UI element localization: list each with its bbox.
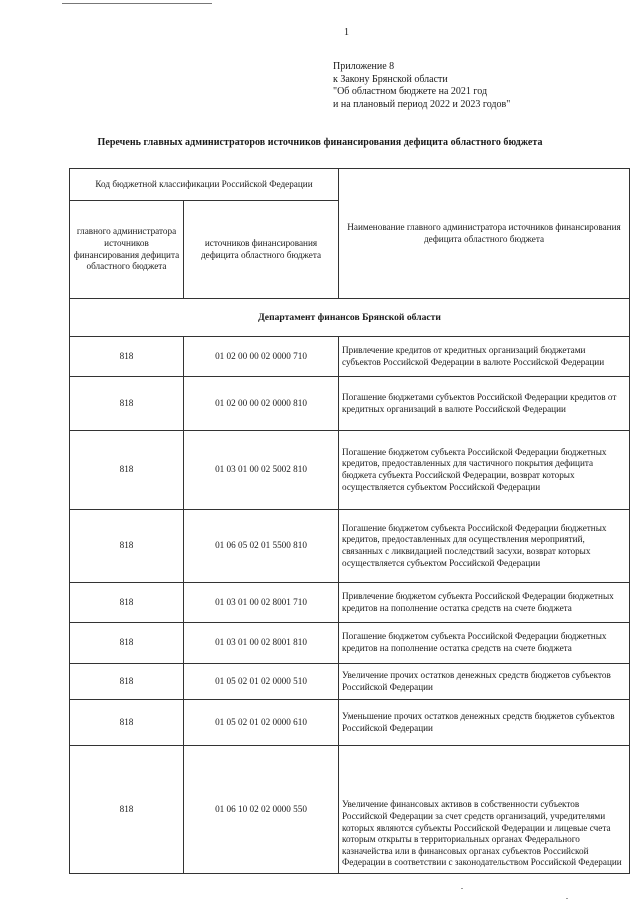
table-row <box>70 377 630 431</box>
source-name-cell: Погашение бюджетами субъектов Российской Федерации кредитов от кредитных организаций в валюте Российской Федерации <box>339 377 630 431</box>
source-code-cell: 01 05 02 01 02 0000 510 <box>184 664 339 700</box>
header-classification-code: Код бюджетной классификации Российской Федерации <box>70 169 339 201</box>
source-code-cell: 01 05 02 01 02 0000 610 <box>184 700 339 746</box>
source-name-cell: Увеличение прочих остатков денежных средств бюджетов субъектов Российской Федерации <box>339 664 630 700</box>
department-row <box>70 299 630 337</box>
scan-speck <box>566 898 568 899</box>
appendix-line: к Закону Брянской области <box>333 73 448 85</box>
source-name-cell: Привлечение кредитов от кредитных организаций бюджетами субъектов Российской Федерации в валюте Российской Федерации <box>339 337 630 377</box>
admin-code-cell: 818 <box>70 746 184 874</box>
source-name-cell: Уменьшение прочих остатков денежных средств бюджетов субъектов Российской Федерации <box>339 700 630 746</box>
header-name-column: Наименование главного администратора источников финансирования дефицита областного бюджета <box>339 169 630 299</box>
admin-code-cell: 818 <box>70 431 184 510</box>
table-row <box>70 510 630 583</box>
table-row <box>70 431 630 510</box>
admin-code-cell: 818 <box>70 664 184 700</box>
top-rule <box>62 3 212 4</box>
header-admin-code-column: главного администратора источников финансирования дефицита областного бюджета <box>70 201 184 299</box>
admin-code-cell: 818 <box>70 337 184 377</box>
table-row <box>70 337 630 377</box>
page-number: 1 <box>344 27 349 38</box>
source-name-cell: Привлечение бюджетом субъекта Российской Федерации бюджетных кредитов на пополнение остатка средств на счете бюджета <box>339 583 630 623</box>
header-row <box>70 169 630 201</box>
admin-code-cell: 818 <box>70 583 184 623</box>
source-code-cell: 01 03 01 00 02 8001 710 <box>184 583 339 623</box>
admin-code-cell: 818 <box>70 623 184 664</box>
admin-code-cell: 818 <box>70 510 184 583</box>
source-name-cell: Увеличение финансовых активов в собственности субъектов Российской Федерации за счет средств организаций, учредителями которых являются субъекты Российской Федерации и лицевые счета которым открыты в территориальных органах Федерального казначейства или в финансовых органах субъектов Российской Федерации в соответствии с законодательством Российской Федерации <box>339 746 630 874</box>
administrators-table <box>69 168 630 874</box>
table-row <box>70 583 630 623</box>
appendix-line: "Об областном бюджете на 2021 год <box>333 86 488 97</box>
appendix-line: и на плановый период 2022 и 2023 годов" <box>333 98 511 110</box>
source-name-cell: Погашение бюджетом субъекта Российской Федерации бюджетных кредитов, предоставленных для частичного покрытия дефицита бюджета субъекта Российской Федерации, возврат которых осуществляется субъектом Российской Федерации <box>339 431 630 510</box>
table-row <box>70 746 630 874</box>
document-title: Перечень главных администраторов источников финансирования дефицита областного бюджета <box>97 137 543 148</box>
appendix-line: Приложение 8 <box>333 61 395 72</box>
header-source-code-column: источников финансирования дефицита областного бюджета <box>184 201 339 299</box>
source-code-cell: 01 02 00 00 02 0000 810 <box>184 377 339 431</box>
department-name: Департамент финансов Брянской области <box>70 299 630 337</box>
source-code-cell: 01 02 00 00 02 0000 710 <box>184 337 339 377</box>
table-row <box>70 700 630 746</box>
table-row <box>70 623 630 664</box>
admin-code-cell: 818 <box>70 377 184 431</box>
source-code-cell: 01 03 01 00 02 8001 810 <box>184 623 339 664</box>
source-code-cell: 01 03 01 00 02 5002 810 <box>184 431 339 510</box>
source-name-cell: Погашение бюджетом субъекта Российской Федерации бюджетных кредитов, предоставленных для осуществления мероприятий, связанных с ликвидацией последствий засухи, возврат которых осуществляется субъектом Российской Федерации <box>339 510 630 583</box>
table-row <box>70 664 630 700</box>
admin-code-cell: 818 <box>70 700 184 746</box>
appendix-reference <box>333 61 510 111</box>
source-code-cell: 01 06 05 02 01 5500 810 <box>184 510 339 583</box>
source-code-cell: 01 06 10 02 02 0000 550 <box>184 746 339 874</box>
source-name-cell: Погашение бюджетом субъекта Российской Федерации бюджетных кредитов на пополнение остатка средств на счете бюджета <box>339 623 630 664</box>
scan-speck <box>461 888 463 889</box>
